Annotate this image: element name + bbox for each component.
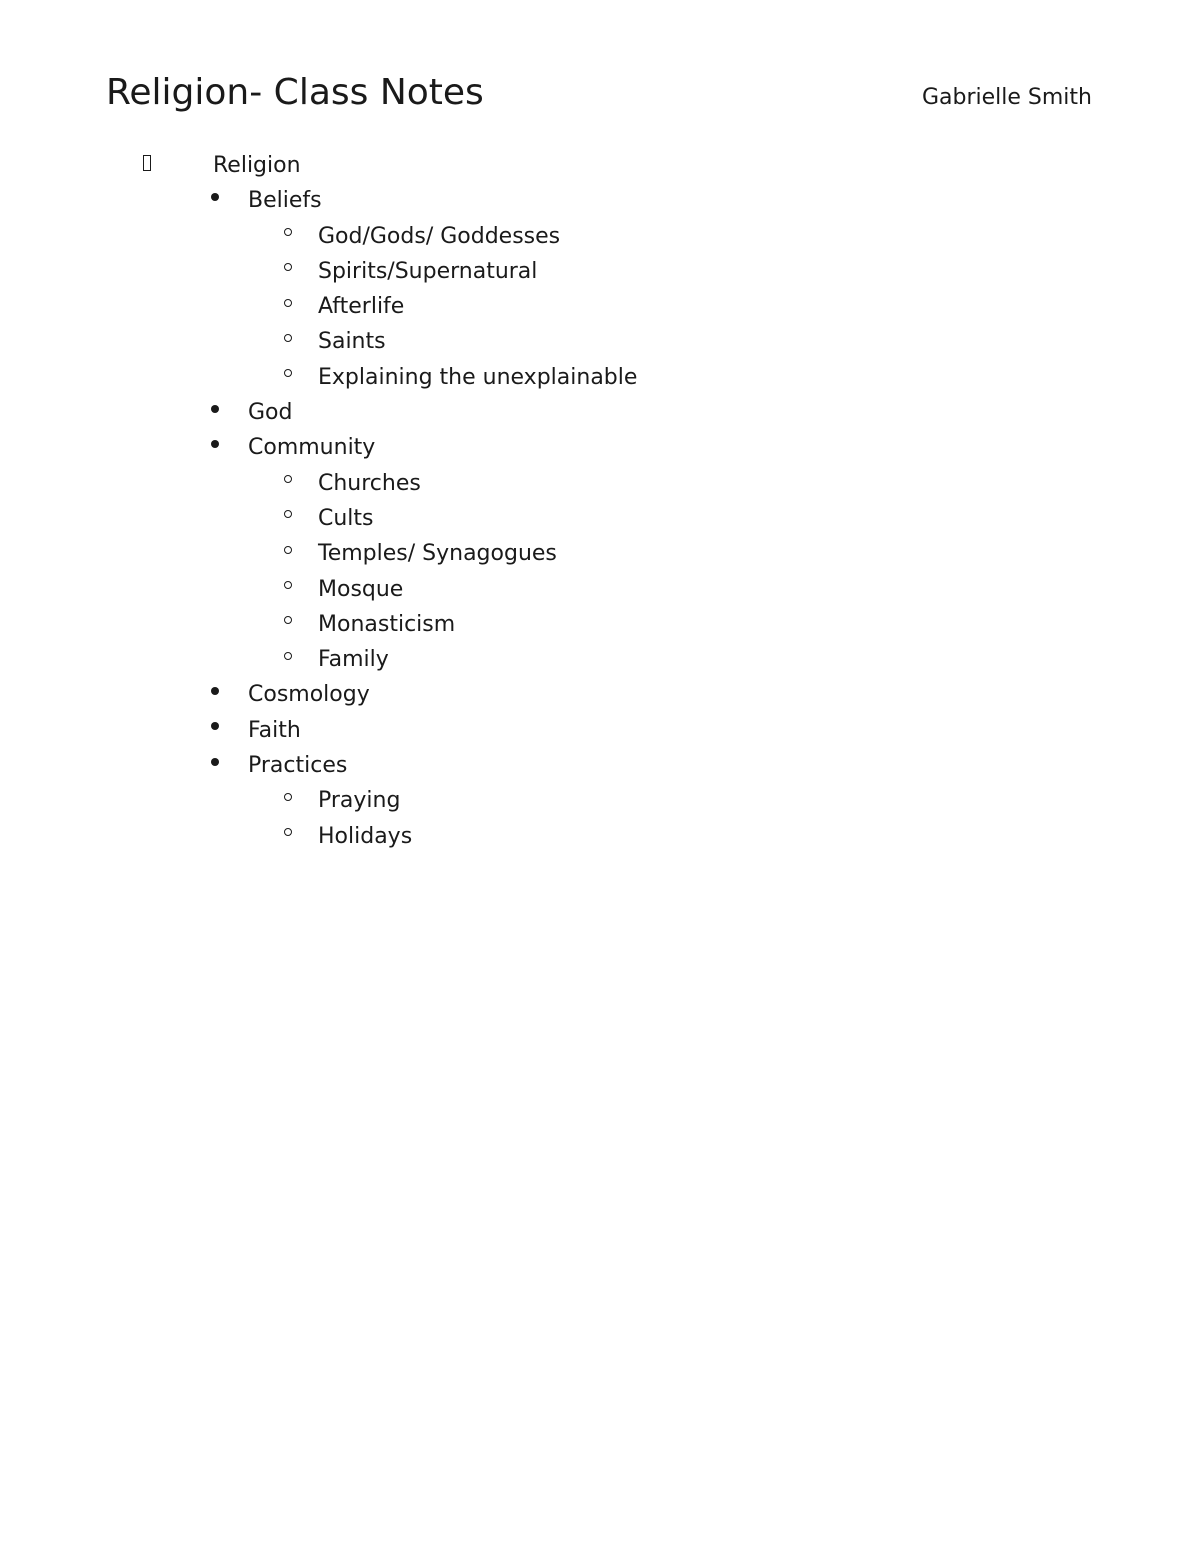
- bullet-disc-icon: [211, 677, 219, 712]
- bullet-circle-icon: [284, 536, 292, 571]
- outline-item-label: Beliefs: [248, 188, 322, 214]
- bullet-circle-icon: [284, 466, 292, 501]
- outline-subitem-label: Churches: [318, 470, 421, 496]
- outline-subitem-label: Cults: [318, 505, 374, 531]
- outline-item-label: God: [248, 400, 293, 426]
- outline-item-beliefs: [0, 183, 1200, 218]
- bullet-circle-icon: [284, 501, 292, 536]
- bullet-circle-icon: [284, 572, 292, 607]
- outline-subitem: [0, 783, 1200, 818]
- outline-subitem: [0, 572, 1200, 607]
- bullet-circle-icon: [284, 360, 292, 395]
- bullet-circle-icon: [284, 642, 292, 677]
- bullet-disc-icon: [211, 395, 219, 430]
- bullet-circle-icon: [284, 783, 292, 818]
- outline-subitem-label: Family: [318, 647, 389, 673]
- outline-item-label: Cosmology: [248, 682, 370, 708]
- outline-item-label: Community: [248, 435, 376, 461]
- outline-subitem: [0, 819, 1200, 854]
- bullet-circle-icon: [284, 819, 292, 854]
- outline-subitem-label: Afterlife: [318, 294, 405, 320]
- outline-item-label: Faith: [248, 717, 301, 743]
- bullet-disc-icon: [211, 430, 219, 465]
- bullet-disc-icon: [211, 713, 219, 748]
- outline-item-community: [0, 430, 1200, 465]
- page-title: Religion- Class Notes: [106, 72, 484, 113]
- outline-subitem: [0, 466, 1200, 501]
- outline-subitem: [0, 324, 1200, 359]
- outline-subitem: [0, 360, 1200, 395]
- outline-subitem: [0, 501, 1200, 536]
- bullet-circle-icon: [284, 219, 292, 254]
- outline-subitem-label: Monasticism: [318, 611, 456, 637]
- outline-subitem-label: Explaining the unexplainable: [318, 364, 638, 390]
- author-name: Gabrielle Smith: [921, 85, 1092, 110]
- outline-subitem: [0, 607, 1200, 642]
- bullet-circle-icon: [284, 289, 292, 324]
- box-icon: [143, 148, 151, 183]
- outline-item-label: Religion: [213, 153, 301, 178]
- outline-item-faith: [0, 713, 1200, 748]
- outline-subitem-label: Mosque: [318, 576, 404, 602]
- outline-subitem-label: God/Gods/ Goddesses: [318, 223, 561, 249]
- outline-subitem-label: Saints: [318, 329, 386, 355]
- bullet-circle-icon: [284, 607, 292, 642]
- outline-item-label: Practices: [248, 753, 348, 779]
- outline-subitem-label: Spirits/Supernatural: [318, 258, 538, 284]
- outline-subitem: [0, 219, 1200, 254]
- outline-item-religion: [0, 148, 1200, 183]
- outline-subitem: [0, 642, 1200, 677]
- outline-item-practices: [0, 748, 1200, 783]
- outline-subitem: [0, 254, 1200, 289]
- outline-item-god: [0, 395, 1200, 430]
- outline-subitem-label: Temples/ Synagogues: [318, 541, 557, 567]
- bullet-disc-icon: [211, 183, 219, 218]
- notes-outline: [0, 148, 1200, 854]
- outline-subitem: [0, 289, 1200, 324]
- bullet-circle-icon: [284, 254, 292, 289]
- bullet-circle-icon: [284, 324, 292, 359]
- bullet-disc-icon: [211, 748, 219, 783]
- outline-subitem-label: Praying: [318, 788, 401, 814]
- outline-subitem: [0, 536, 1200, 571]
- outline-subitem-label: Holidays: [318, 823, 413, 849]
- outline-item-cosmology: [0, 677, 1200, 712]
